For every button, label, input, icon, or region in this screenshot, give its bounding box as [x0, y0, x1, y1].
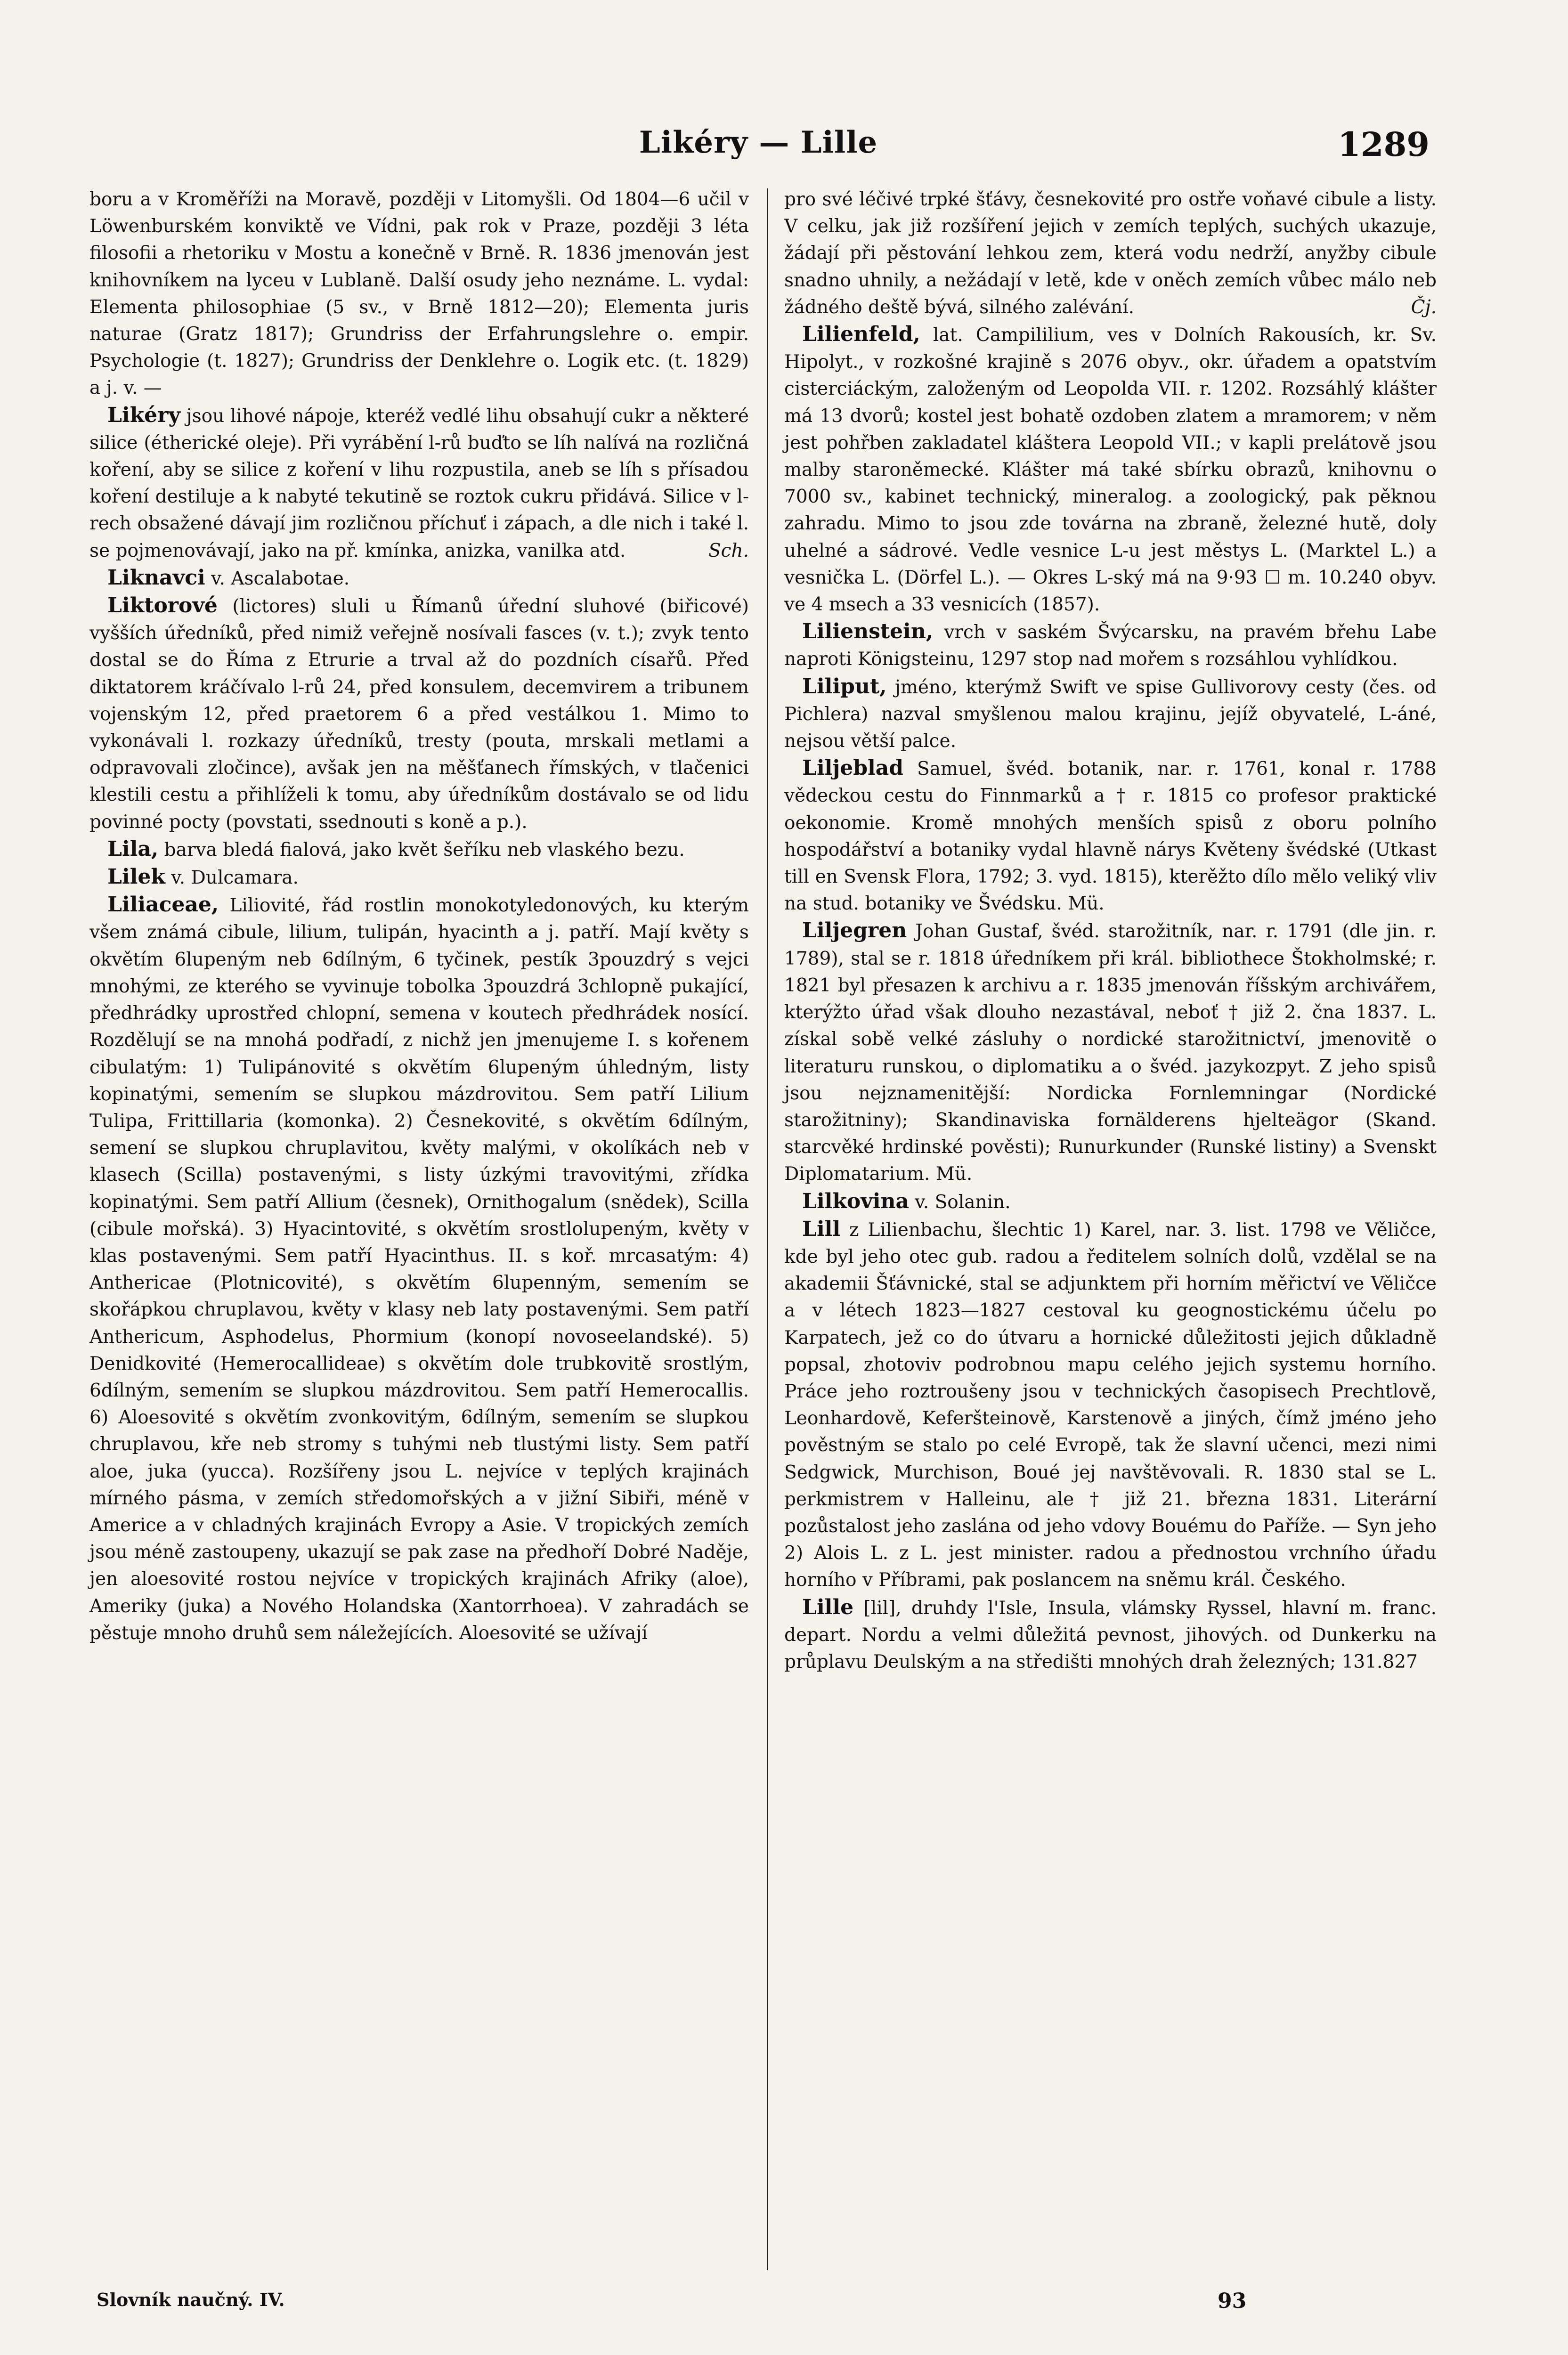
entry-text: Lilienstein, vrch v saském Švýcarsku, na pravém břehu Labe naproti Königsteinu, 1297 stop nad mořem s rozsáhlou vyhlídkou.: [784, 619, 1437, 670]
page-title: Likéry — Lille: [639, 125, 878, 160]
dictionary-entry: [784, 673, 1437, 755]
headword: Lilkovina: [802, 1189, 909, 1213]
volume-label: Slovník naučný. IV.: [97, 2289, 285, 2310]
entry-text: Lilienfeld, lat. Campililium, ves v Dolních Rakousích, kr. Sv. Hipolyt., v rozkošné krajině s 2076 obyv., okr. úřadem a opatstvím cisterciáckým, založeným od Leopolda VII. r. 1202. Rozsáhlý klášter má 13 dvorů; kostel jest bohatě ozdoben zlatem a mramorem; v něm jest pohřben zakladatel kláštera Leopold VII.; v kapli prelátově jsou malby staroněmecké. Klášter má také sbírku obrazů, knihovnu o 7000 sv., kabinet technický, mineralog. a zoologický, pak pěknou zahradu. Mimo to jsou zde továrna na zbraně, železné hutě, doly uhelné a sádrové. Vedle vesnice L-u jest městys L. (Marktel L.) a vesnička L. (Dörfel L.). — Okres L-ský má na 9·93 ☐ m. 10.240 obyv. ve 4 msech a 33 vesnicích (1857).: [784, 322, 1437, 616]
headword: Lila,: [107, 836, 159, 861]
headword: Liliput,: [802, 674, 887, 698]
headword: Liktorové: [107, 593, 218, 618]
entry-text: Lill z Lilienbachu, šlechtic 1) Karel, nar. 3. list. 1798 ve Věličce, kde byl jeho otec gub. radou a ředitelem solních dolů, vzdělal se na akademii Šťávnické, stal se adjunktem při horním měřictví ve Věličce a v létech 1823—1827 cestoval ku geognostickému účelu po Karpatech, jež co do útvaru a hornické důležitosti jejich důkladně popsal, zhotoviv podrobnou mapu celého jejich systemu horního. Práce jeho roztroušeny jsou v technických časopisech Prechtlově, Leonhardově, Keferšteinově, Karstenově a jiných, čímž jméno jeho pověstným se stalo po celé Evropě, tak že slavní učenci, mezi nimi Sedgwick, Murchison, Boué jej navštěvovali. R. 1830 stal se L. perkmistrem v Halleinu, ale † již 21. března 1831. Literární pozůstalost jeho zaslána od jeho vdovy Bouému do Paříže. — Syn jeho 2) Alois L. z L. jest minister. radou a přednostou vrchního úřadu horního v Příbrami, pak poslancem na sněmu král. Českého.: [784, 1217, 1437, 1591]
entry-text: Lilek v. Dulcamara.: [107, 865, 299, 889]
headword: Lille: [802, 1595, 854, 1619]
dictionary-entry: [89, 836, 749, 863]
continued-text: [89, 186, 749, 402]
column-divider: [767, 188, 768, 2270]
right-column: [784, 186, 1437, 1675]
dictionary-entry: [784, 755, 1437, 917]
dictionary-entry: [89, 564, 749, 592]
headword: Liljegren: [802, 918, 907, 943]
dictionary-entry: [89, 592, 749, 836]
page-footer: [97, 2289, 1439, 2327]
dictionary-entry: [784, 1594, 1437, 1676]
author-signature: Čj.: [1411, 296, 1437, 318]
headword: Liljeblad: [802, 756, 904, 780]
headword: Lill: [802, 1217, 841, 1241]
headword: Likéry: [107, 403, 180, 427]
headword: Lilienstein,: [802, 619, 934, 644]
entry-text: pro své léčivé trpké šťávy, česnekovité pro ostře voňavé cibule a listy. V celku, jak již rozšíření jejich v zemích teplých, suchých ukazuje, žádají při pěstování lehkou zem, která vodu nedrží, anyžby cibule snadno uhnily, a nežádají v letě, kde v oněch zemích vůbec málo neb žádného deště bývá, silného zalévání.: [784, 189, 1437, 318]
author-signature: Sch.: [708, 540, 749, 561]
headword: Lilek: [107, 865, 165, 889]
headword: Liknavci: [107, 565, 205, 590]
entry-text: boru a v Kroměříži na Moravě, později v Litomyšli. Od 1804—6 učil v Löwenburském konviktě ve Vídni, pak rok v Praze, později 3 léta filosofii a rhetoriku v Mostu a konečně v Brně. R. 1836 jmenován jest knihovníkem na lyceu v Lublaně. Další osudy jeho neznáme. L. vydal: Elementa philosophiae (5 sv., v Brně 1812—20); Elementa juris naturae (Gratz 1817); Grundriss der Erfahrungslehre o. empir. Psychologie (t. 1827); Grundriss der Denklehre o. Logik etc. (t. 1829) a j. v. —: [89, 189, 749, 399]
continued-text: [784, 186, 1437, 321]
dictionary-entry: [784, 1188, 1437, 1216]
entry-text: Liktorové (lictores) sluli u Římanů úřední sluhové (biřicové) vyšších úředníků, před nimiž veřejně nosívali fasces (v. t.); zvyk tento dostal se do Říma z Etrurie a trval až do pozdních císařů. Před diktatorem kráčívalo l-rů 24, před konsulem, decemvirem a tribunem vojenským 12, před praetorem 6 a před vestálkou 1. Mimo to vykonávali l. rozkazy úředníků, tresty (pouta, mrskali metlami a odpravovali zločince), avšak jen na měšťanech římských, v tlačenici klestili cestu a přihlíželi k tomu, aby úředníkům dostávalo se od lidu povinné pocty (povstati, ssednouti s koně a p.).: [89, 593, 749, 833]
entry-text: Lille [lil], druhdy l'Isle, Insula, vlámsky Ryssel, hlavní m. franc. depart. Nordu a velmi důležitá pevnost, jihových. od Dunkerku na průplavu Deulským a na středišti mnohých drah železných; 131.827: [784, 1595, 1437, 1673]
dictionary-entry: [784, 1216, 1437, 1594]
entry-text: Liliput, jméno, kterýmž Swift ve spise Gullivorovy cesty (čes. od Pichlera) nazval smyšlenou malou krajinu, jejíž obyvatelé, L-áné, nejsou větší palce.: [784, 674, 1437, 752]
page-number: 1289: [1338, 125, 1430, 164]
entry-text: Liljeblad Samuel, švéd. botanik, nar. r. 1761, konal r. 1788 vědeckou cestu do Finnmarků a † r. 1815 co profesor praktické oekonomie. Kromě mnohých menších spisů z oboru polního hospodářství a botaniky vydal hlavně nárys Květeny švédské (Utkast till en Svensk Flora, 1792; 3. vyd. 1815), kterěžto dílo mělo veliký vliv na stud. botaniky ve Švédsku. Mü.: [784, 756, 1437, 915]
entry-text: Liljegren Johan Gustaf, švéd. starožitník, nar. r. 1791 (dle jin. r. 1789), stal se r. 1818 úředníkem při král. bibliothece Štokholmské; r. 1821 byl přesazen k archivu a r. 1835 jmenován říšským archivářem, kterýžto úřad však dlouho nezastával, neboť † již 2. čna 1837. L. získal sobě velké zásluhy o nordické starožitnictví, jmenovitě o literaturu runskou, o diplomatiku a o švéd. jazykozpyt. Z jeho spisů jsou nejznamenitější: Nordicka Fornlemningar (Nordické starožitniny); Skandinaviska fornälderens hjelteägor (Skand. starcvěké hrdinské pověsti); Runurkunder (Runské listiny) a Svenskt Diplomatarium. Mü.: [784, 918, 1437, 1185]
entry-text: Liliaceae, Liliovité, řád rostlin monokotyledonových, ku kterým všem známá cibule, lilium, tulipán, hyacinth a j. patří. Mají květy s okvětím 6lupeným neb 6dílným, 6 tyčinek, pestík 3pouzdrý s vejci mnohými, ze kterého se vyvinuje tobolka 3pouzdrá 3chlopně pukající, předhrádky uprostřed chlopní, semena v koutech předhrádek nosící. Rozdělují se na mnohá podřadí, z nichž jen jmenujeme I. s kořenem cibulatým: 1) Tulipánovité s okvětím 6lupeným úhledným, listy kopinatými, semením se slupkou mázdrovitou. Sem patří Lilium Tulipa, Frittillaria (komonka). 2) Česnekovité, s okvětím 6dílným, semení se slupkou chruplavitou, květy malými, v okolíkách neb v klasech (Scilla) postavenými, s listy úzkými travovitými, zřídka kopinatými. Sem patří Allium (česnek), Ornithogalum (snědek), Scilla (cibule mořská). 3) Hyacintovité, s okvětím srostlolupeným, květy v klas postavenými. Sem patří Hyacinthus. II. s koř. mrcasatým: 4) Anthericae (Plotnicovité), s okvětím 6lupenným, semením se skořápkou chruplavou, květy v klasy neb laty postavenými. Sem patří Anthericum, Asphodelus, Phormium (konopí novoseelandské). 5) Denidkovité (Hemerocallideae) s okvětím dole trubkovitě srostlým, 6dílným, semením se slupkou mázdrovitou. Sem patří Hemerocallis. 6) Aloesovité s okvětím zvonkovitým, 6dílným, semením se slupkou chruplavou, kře neb stromy s tuhými neb tlustými listy. Sem patří aloe, juka (yucca). Rozšířeny jsou L. nejvíce v teplých krajinách mírného pásma, v zemích středomořských a v jižní Sibiři, méně v Americe a v chladných krajinách Evropy a Asie. V tropických zemích jsou méně zastoupeny, ukazují se pak zase na předhoří Dobré Naděje, jen aloesovité rostou nejvíce v tropických krajinách Afriky (aloe), Ameriky (juka) a Nového Holandska (Xantorrhoea). V zahradách se pěstuje mnoho druhů sem náležejících. Aloesovité se užívají: [89, 893, 749, 1644]
headword: Lilienfeld,: [802, 322, 920, 347]
entry-text: Likéry jsou lihové nápoje, kteréž vedlé lihu obsahují cukr a některé silice (étherické oleje). Při vyrábění l-rů buďto se líh nalívá na rozličná koření, aby se silice z koření v lihu rozpustila, aneb se líh s přísadou koření destiluje a k nabyté tekutině se roztok cukru přidává. Silice v l-rech obsažené dávají jim rozličnou příchuť i zápach, a dle nich i také l. se pojmenovávají, jako na př. kmínka, anizka, vanilka atd.: [89, 403, 749, 561]
dictionary-entry: [784, 321, 1437, 618]
dictionary-entry: [784, 917, 1437, 1187]
left-column: [89, 186, 749, 1647]
dictionary-entry: [784, 618, 1437, 673]
dictionary-entry: [89, 402, 749, 564]
entry-text: Liknavci v. Ascalabotae.: [107, 565, 350, 590]
dictionary-entry: [89, 863, 749, 891]
entry-text: Lilkovina v. Solanin.: [802, 1189, 1011, 1213]
running-header: [87, 120, 1430, 177]
headword: Liliaceae,: [107, 893, 219, 917]
dictionary-entry: [89, 891, 749, 1647]
entry-text: Lila, barva bledá fialová, jako květ šeříku neb vlaského bezu.: [107, 836, 685, 861]
sheet-signature: 93: [1218, 2289, 1247, 2313]
